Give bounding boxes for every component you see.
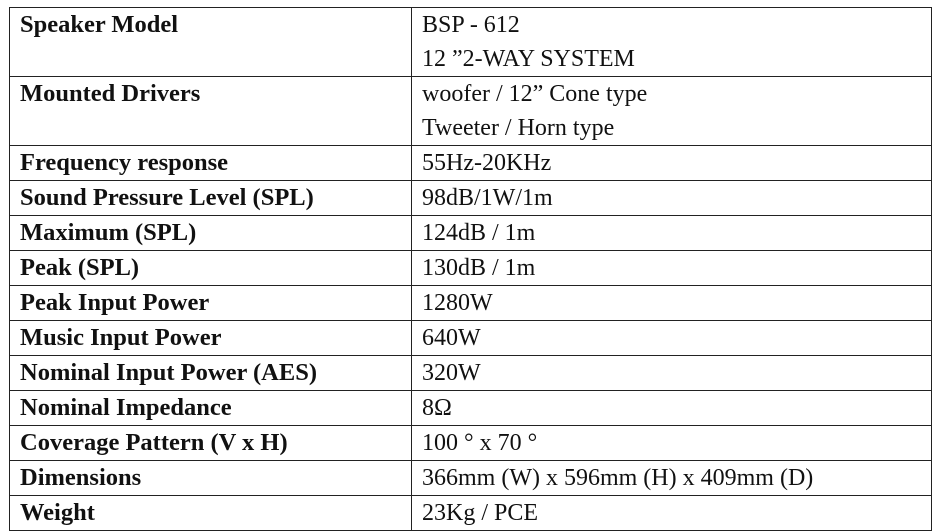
spec-value: 640W	[412, 321, 932, 356]
spec-value-line: Tweeter / Horn type	[422, 115, 615, 141]
spec-label: Frequency response	[10, 146, 412, 181]
spec-value: 366mm (W) x 596mm (H) x 409mm (D)	[412, 461, 932, 496]
spec-value: 23Kg / PCE	[412, 496, 932, 531]
table-row	[10, 461, 932, 496]
spec-label: Speaker Model	[10, 8, 412, 77]
spec-value	[412, 8, 932, 77]
spec-value: 320W	[412, 356, 932, 391]
spec-value-line: 12 ”2-WAY SYSTEM	[422, 46, 635, 72]
spec-value: 130dB / 1m	[412, 251, 932, 286]
spec-value: 55Hz-20KHz	[412, 146, 932, 181]
spec-label: Sound Pressure Level (SPL)	[10, 181, 412, 216]
spec-label: Weight	[10, 496, 412, 531]
table-row	[10, 77, 932, 146]
spec-label: Nominal Input Power (AES)	[10, 356, 412, 391]
table-row	[10, 496, 932, 531]
table-row	[10, 8, 932, 77]
spec-value: 98dB/1W/1m	[412, 181, 932, 216]
table-row	[10, 356, 932, 391]
table-row	[10, 426, 932, 461]
table-row	[10, 181, 932, 216]
table-row	[10, 321, 932, 356]
spec-label: Nominal Impedance	[10, 391, 412, 426]
table-row	[10, 146, 932, 181]
spec-label: Dimensions	[10, 461, 412, 496]
spec-value	[412, 77, 932, 146]
table-row	[10, 251, 932, 286]
speaker-spec-table	[9, 7, 932, 531]
spec-label: Peak (SPL)	[10, 251, 412, 286]
spec-value: 8Ω	[412, 391, 932, 426]
spec-label: Coverage Pattern (V x H)	[10, 426, 412, 461]
spec-label: Peak Input Power	[10, 286, 412, 321]
spec-value-line: BSP - 612	[422, 12, 520, 38]
spec-label: Mounted Drivers	[10, 77, 412, 146]
table-row	[10, 286, 932, 321]
spec-value: 124dB / 1m	[412, 216, 932, 251]
table-row	[10, 391, 932, 426]
spec-value: 100 ° x 70 °	[412, 426, 932, 461]
spec-value: 1280W	[412, 286, 932, 321]
spec-label: Music Input Power	[10, 321, 412, 356]
table-row	[10, 216, 932, 251]
spec-label: Maximum (SPL)	[10, 216, 412, 251]
spec-value-line: woofer / 12” Cone type	[422, 81, 648, 107]
